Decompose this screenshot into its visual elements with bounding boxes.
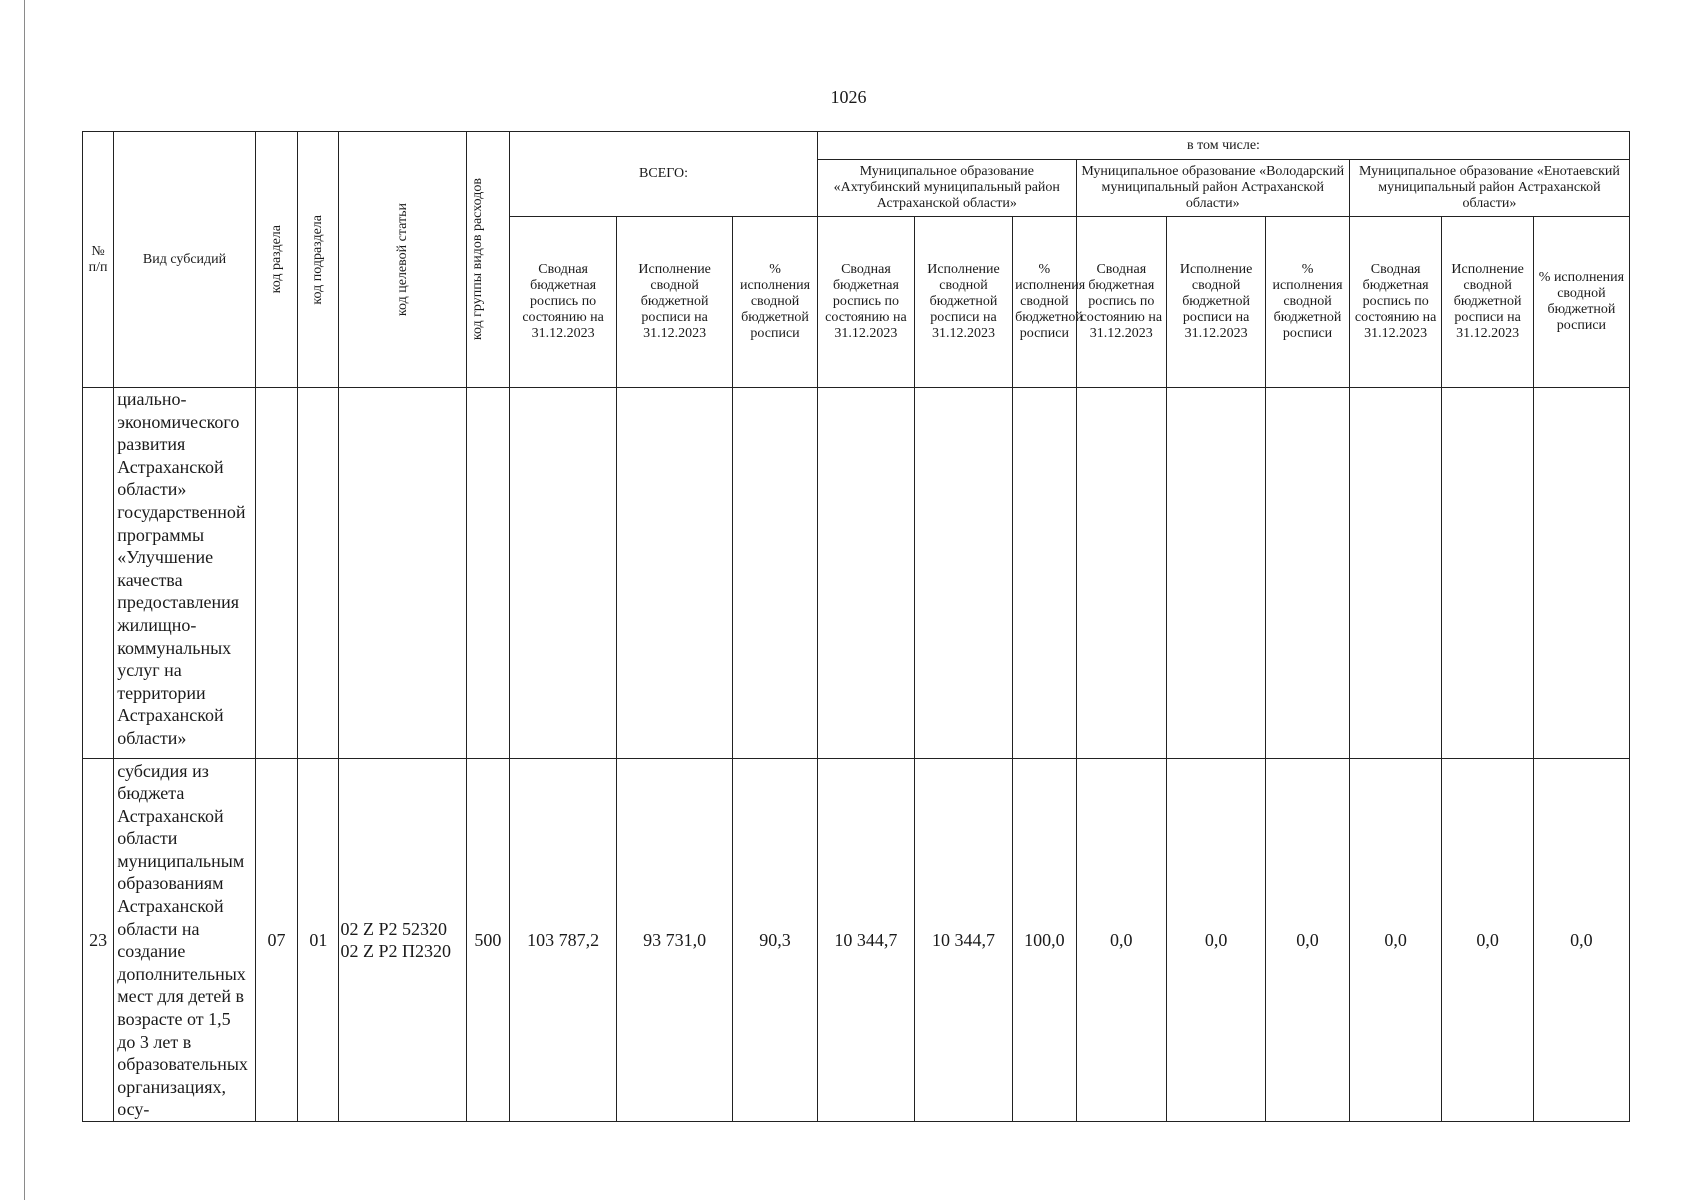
cell-mo1-plan <box>817 388 914 759</box>
table-row <box>83 388 1630 759</box>
cell-mo2-plan <box>1076 388 1166 759</box>
header-mo3-exec: Исполнение сводной бюджетной росписи на 31.12.2023 <box>1442 217 1533 388</box>
cell-total-exec <box>617 388 733 759</box>
header-mo2-pct: % исполнения сводной бюджетной росписи <box>1266 217 1350 388</box>
cell-mo2-exec: 0,0 <box>1166 759 1265 1122</box>
header-mo3-pct: % исполнения сводной бюджетной росписи <box>1533 217 1629 388</box>
header-row-top <box>83 132 1630 160</box>
header-mo2-exec: Исполнение сводной бюджетной росписи на 31.12.2023 <box>1166 217 1265 388</box>
header-mo1-pct: % исполнения сводной бюджетной росписи <box>1013 217 1077 388</box>
cell-mo1-pct: 100,0 <box>1013 759 1077 1122</box>
cell-mo3-plan <box>1349 388 1442 759</box>
cell-mo3-exec <box>1442 388 1533 759</box>
header-mo1-exec: Исполнение сводной бюджетной росписи на 31.12.2023 <box>914 217 1012 388</box>
page-number: 1026 <box>830 87 867 107</box>
cell-mo1-exec: 10 344,7 <box>914 759 1012 1122</box>
header-total: ВСЕГО: <box>510 132 818 217</box>
cell-total-pct: 90,3 <box>733 759 818 1122</box>
cell-expense-group: 500 <box>466 759 509 1122</box>
cell-target-code <box>339 388 466 759</box>
cell-mo2-plan: 0,0 <box>1076 759 1166 1122</box>
header-total-pct: % исполнения сводной бюджетной росписи <box>733 217 818 388</box>
budget-table <box>82 131 1630 1122</box>
cell-total-plan: 103 787,2 <box>510 759 617 1122</box>
cell-mo2-exec <box>1166 388 1265 759</box>
cell-mo3-plan: 0,0 <box>1349 759 1442 1122</box>
header-subsection-code <box>298 132 339 388</box>
header-num: № п/п <box>83 132 114 388</box>
cell-section: 07 <box>255 759 297 1122</box>
cell-section <box>255 388 297 759</box>
header-mo-volodarsky: Муниципальное образование «Володарский муниципальный район Астраханской области» <box>1076 160 1349 217</box>
cell-mo3-exec: 0,0 <box>1442 759 1533 1122</box>
header-mo-akhtubinsky: Муниципальное образование «Ахтубинский муниципальный район Астраханской области» <box>817 160 1076 217</box>
target-code-line-1: 02 Z P2 52320 <box>340 919 447 939</box>
header-subsidy-type: Вид субсидий <box>114 132 256 388</box>
cell-subsection: 01 <box>298 759 339 1122</box>
cell-num: 23 <box>83 759 114 1122</box>
header-expense-group <box>466 132 509 388</box>
cell-mo2-pct <box>1266 388 1350 759</box>
cell-total-pct <box>733 388 818 759</box>
header-total-exec: Исполнение сводной бюджетной росписи на 31.12.2023 <box>617 217 733 388</box>
header-total-plan: Сводная бюджетная роспись по состоянию на 31.12.2023 <box>510 217 617 388</box>
cell-target-code <box>339 759 466 1122</box>
header-subsection-code-label: код подраздела <box>310 214 326 305</box>
cell-mo3-pct: 0,0 <box>1533 759 1629 1122</box>
margin-line <box>24 0 25 1200</box>
header-section-code-label: код раздела <box>268 225 284 294</box>
header-mo3-plan: Сводная бюджетная роспись по состоянию на 31.12.2023 <box>1349 217 1442 388</box>
header-target-code-label: код целевой статьи <box>394 202 410 317</box>
table-row <box>83 759 1630 1122</box>
target-code-line-2: 02 Z P2 П2320 <box>340 941 451 961</box>
header-mo2-plan: Сводная бюджетная роспись по состоянию на 31.12.2023 <box>1076 217 1166 388</box>
header-target-code <box>339 132 466 388</box>
cell-total-plan <box>510 388 617 759</box>
cell-mo1-exec <box>914 388 1012 759</box>
cell-subsidy-name: субсидия из бюджета Астраханской области муниципальным образованиям Астраханской области на создание дополнительных мест для детей в возрасте от 1,5 до 3 лет в образовательных организациях, осу- <box>114 759 256 1122</box>
cell-num <box>83 388 114 759</box>
header-mo-enotaevsky: Муниципальное образование «Енотаевский муниципальный район Астраханской области» <box>1349 160 1629 217</box>
header-mo1-plan: Сводная бюджетная роспись по состоянию на 31.12.2023 <box>817 217 914 388</box>
cell-mo1-plan: 10 344,7 <box>817 759 914 1122</box>
header-including: в том числе: <box>817 132 1629 160</box>
cell-subsidy-name: циально-экономического развития Астраханской области» государственной программы «Улучшение качества предоставления жилищно-коммунальных услуг на территории Астраханской области» <box>114 388 256 759</box>
cell-mo1-pct <box>1013 388 1077 759</box>
cell-mo2-pct: 0,0 <box>1266 759 1350 1122</box>
cell-total-exec: 93 731,0 <box>617 759 733 1122</box>
cell-subsection <box>298 388 339 759</box>
header-expense-group-label: код группы видов расходов <box>469 178 485 341</box>
cell-mo3-pct <box>1533 388 1629 759</box>
cell-expense-group <box>466 388 509 759</box>
header-section-code <box>255 132 297 388</box>
